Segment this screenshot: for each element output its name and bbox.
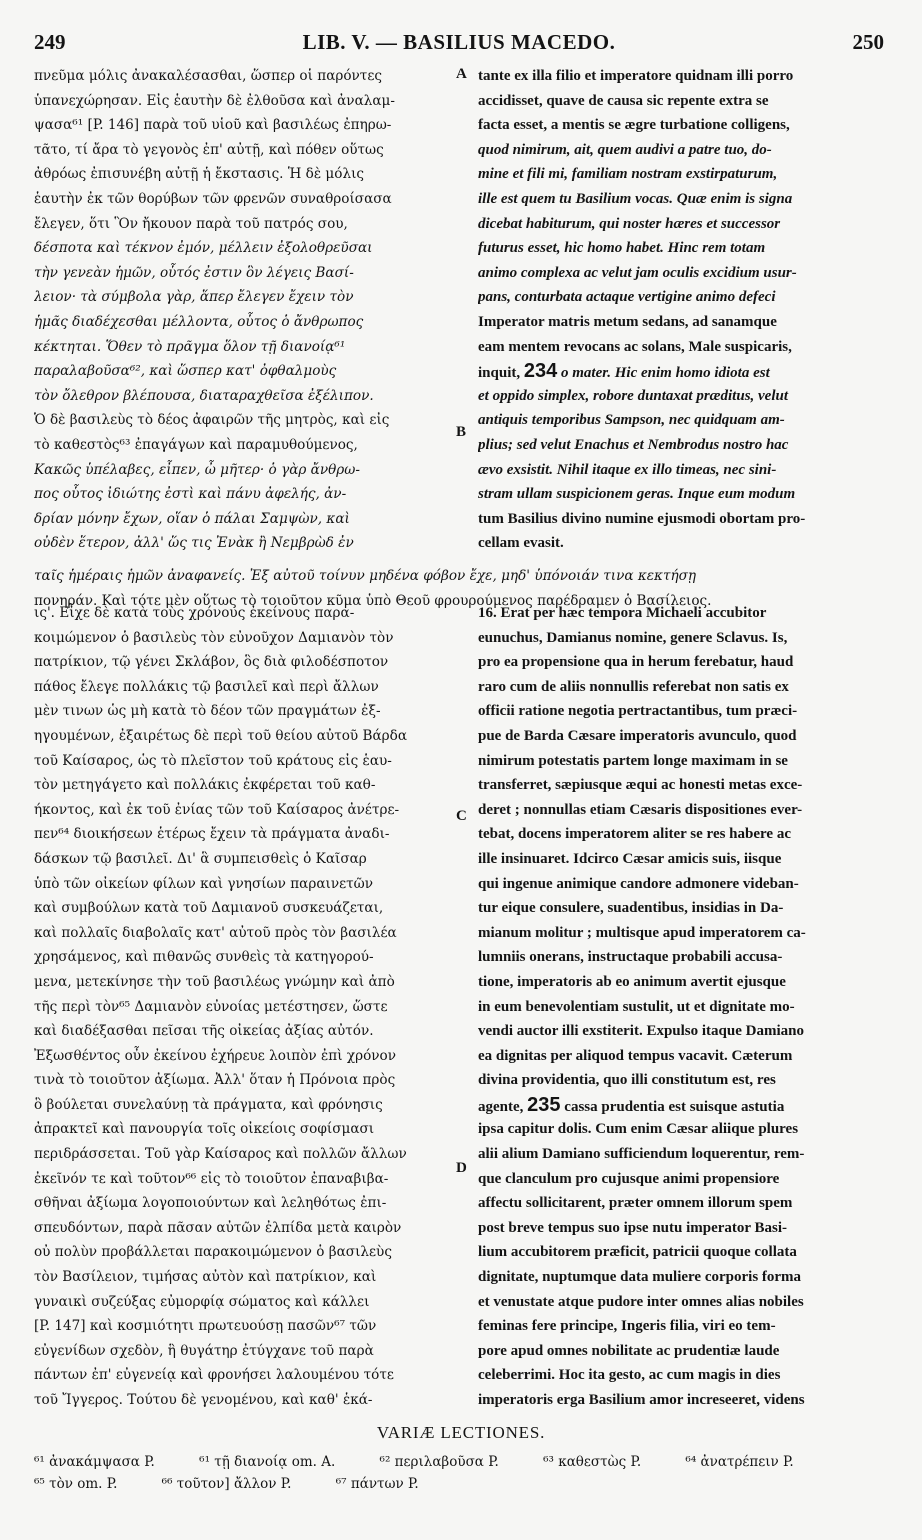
text-line: pro ea propensione qua in herum ferebatur, haud — [478, 654, 794, 671]
text-line: raro cum de aliis nonnullis referebat non satis ex — [478, 678, 789, 695]
text-line: et oppido simplex, robore duntaxat præditus, velut — [478, 387, 789, 404]
text-line: τὸν ὄλεθρον βλέπουσα, διαταραχθεῖσα ἐξέλιπον. — [34, 387, 374, 404]
text-line: δάσκων τῷ βασιλεῖ. Δι' ἃ συμπεισθεὶς ὁ Καῖσαρ — [34, 850, 367, 867]
text-line: post breve tempus suo ipse nutu imperator Basi- — [478, 1219, 788, 1236]
variant-note: ⁶¹ τῇ διανοίᾳ om. A. — [199, 1454, 336, 1470]
text-line: tante ex illa filio et imperatore quidnam illi porro — [478, 68, 794, 84]
text-line: Imperator matris metum sedans, ad sanamque — [478, 313, 777, 330]
text-line: cellam evasit. — [478, 535, 564, 552]
text-line: τᾶτο, τί ἄρα τὸ γεγονὸς ἐπ' αὐτῇ, καὶ πόθεν οὕτως — [34, 141, 384, 158]
text-line: accidisset, quave de causa sic repente extra se — [478, 92, 769, 109]
latin-column-1 — [478, 64, 888, 556]
text-line: dicebat habiturum, qui noster hæres et successor — [478, 215, 781, 232]
variant-note: ⁶⁶ τοῦτον] ἄλλον P. — [161, 1476, 292, 1492]
greek-column-1 — [34, 64, 454, 556]
text-line: tebat, docens imperatorem aliter se res habere ac — [478, 826, 791, 843]
text-line: facta esset, a mentis se ægre turbatione colligens, — [478, 117, 790, 134]
text-line: κοιμώμενον ὁ βασιλεὺς τὸν εὐνοῦχον Δαμιανὸν τὸν — [34, 629, 394, 646]
text-line: officii ratione negotia pertractantibus, tum præci- — [478, 703, 798, 720]
text-line: celeberrimi. Hoc ita gesto, ac cum magis in dies — [478, 1367, 781, 1384]
text-line: περιδράσσεται. Τοῦ γὰρ Καίσαρος καὶ πολλῶν ἄλλων — [34, 1146, 407, 1163]
text-line: παραλαβοῦσα⁶², καὶ ὥσπερ κατ' ὀφθαλμοὺς — [34, 363, 337, 380]
text-line: ὃ βούλεται συνελαύνῃ τὰ πράγματα, καὶ φρόνησις — [34, 1096, 383, 1113]
text-line: eunuchus, Damianus nomine, genere Sclavus. Is, — [478, 629, 788, 646]
text-line: ille insinuaret. Idcirco Cæsar amicis suis, iisque — [478, 850, 782, 867]
running-title: LIB. V. — BASILIUS MACEDO. — [302, 30, 616, 54]
text-line: καὶ διαδέξασθαι πεῖσαι τῆς οἰκείας ἀξίας αὐτόν. — [34, 1023, 374, 1040]
text-line: λειον· τὰ σύμβολα γὰρ, ἅπερ ἔλεγεν ἔχειν τὸν — [34, 289, 354, 306]
margin-marker-c: C — [456, 808, 467, 824]
margin-marker-a: A — [456, 66, 467, 82]
text-line: pue de Barda Cæsare imperatoris avunculo, quod — [478, 727, 797, 744]
text-line: que clanculum pro cujusque animi propensiore — [478, 1170, 780, 1187]
text-line: πάντων ἐπ' εὐγενείᾳ καὶ φρονήσει λαλουμένου τότε — [34, 1367, 394, 1384]
text-line: eam mentem revocans ac solans, Male suspicaris, — [478, 338, 792, 355]
text-line: ille est quem tu Basilium vocas. Quæ enim is signa — [478, 190, 793, 207]
text-line: οὐδὲν ἕτερον, ἀλλ' ὥς τις Ἐνὰκ ἢ Νεμβρὼδ ἐν — [34, 535, 354, 552]
page-header — [34, 30, 884, 60]
text-line: τινὰ τὸ τοιοῦτον ἀξίωμα. Ἀλλ' ὅταν ἡ Πρόνοια πρὸς — [34, 1072, 396, 1089]
text-line: τοῦ Καίσαρος, ὡς τὸ πλεῖστον τοῦ κράτους εἰς ἑαυ- — [34, 752, 392, 769]
text-line: οὐ πολὺν προβάλλεται παρακοιμώμενον ὁ βασιλεὺς — [34, 1244, 392, 1261]
text-line: 16. Erat per hæc tempora Michaeli accubitor — [478, 605, 767, 621]
text-line: ἀπρακτεῖ καὶ πανουργία τοῖς οἰκείοις σοφίσμασι — [34, 1121, 375, 1138]
text-line: Κακῶς ὑπέλαβες, εἶπεν, ὦ μῆτερ· ὁ γὰρ ἄνθρω- — [34, 461, 360, 478]
text-line: καὶ συμβούλων κατὰ τοῦ Δαμιανοῦ συσκευάζεται, — [34, 900, 384, 917]
text-fragment: cassa prudentia est suisque astutia — [564, 1098, 785, 1115]
text-line: deret ; nonnullas etiam Cæsaris dispositiones ever- — [478, 801, 803, 818]
text-line: τὴν γενεὰν ἡμῶν, οὗτός ἐστιν ὃν λέγεις Βασί- — [34, 264, 354, 281]
text-line: alii alium Damiano sufficiendum loquerentur, rem- — [478, 1146, 805, 1163]
text-line: τὸ καθεστὸς⁶³ ἐπαγάγων καὶ παραμυθούμενος, — [34, 436, 358, 453]
text-line: quod nimirum, ait, quem audivi a patre tuo, do- — [478, 141, 772, 158]
text-line: stram ullam suspicionem geras. Inque eum modum — [478, 486, 796, 503]
text-line: tum Basilius divino numine ejusmodi obortam pro- — [478, 510, 806, 527]
variae-lectiones-line-2 — [34, 1476, 894, 1492]
text-line: [P. 147] καὶ κοσμιότητι πρωτευούσῃ πασῶν⁶⁷ τῶν — [34, 1318, 377, 1335]
text-line: lium accubitorem præficit, patricii quoque collata — [478, 1244, 797, 1261]
variant-note: ⁶⁷ πάντων P. — [335, 1476, 419, 1492]
text-line: pans, conturbata actaque vertigine animo defeci — [478, 289, 776, 306]
column-number: 234 — [523, 360, 558, 383]
text-line: πος οὗτος ἰδιώτης ἐστὶ καὶ πάνυ ἀφελής, ἀν- — [34, 486, 347, 503]
variant-note: ⁶⁴ ἀνατρέπειν P. — [685, 1454, 794, 1470]
text-line: et venustate atque pudore inter omnes alias nobiles — [478, 1293, 804, 1310]
text-line: ævo exsistit. Nihil itaque ex illo timeas, nec sini- — [478, 461, 777, 478]
page-number-left: 249 — [34, 30, 66, 54]
text-line: τοῦ Ἴγγερος. Τούτου δὲ γενομένου, καὶ καθ' ἑκά- — [34, 1392, 373, 1408]
text-line: πονηράν. Καὶ τότε μὲν οὕτως τὸ τοιοῦτον κῦμα ὑπὸ Θεοῦ φρουρούμενος παρέδραμεν ὁ Βασίλειος. — [34, 592, 712, 609]
margin-marker-d: D — [456, 1160, 467, 1176]
greek-column-2 — [34, 601, 454, 1413]
text-line: pore apud omnes nobilitate ac prudentiæ laude — [478, 1342, 780, 1359]
text-line: affectu sollicitarent, præter omnem illorum spem — [478, 1195, 793, 1212]
variant-note: ⁶⁵ τὸν om. P. — [34, 1476, 118, 1492]
text-line: vendi auctor illi exstiterit. Expulso itaque Damiano — [478, 1023, 804, 1040]
text-line: σπευδόντων, παρὰ πᾶσαν αὐτῶν ἐλπίδα μετὰ καιρὸν — [34, 1219, 402, 1236]
text-line: ἡμᾶς διαδέχεσθαι μέλλοντα, οὗτος ὁ ἄνθρωπος — [34, 313, 364, 330]
text-line: in eum benevolentiam sustulit, ut et dignitate mo- — [478, 998, 795, 1015]
latin-column-2 — [478, 601, 888, 1413]
text-line: τὸν Βασίλειον, τιμήσας αὐτὸν καὶ πατρίκιον, καὶ — [34, 1269, 377, 1286]
text-line: πεν⁶⁴ διοικήσεων ἑτέρως ἔχειν τὰ πράγματα ἀναδι- — [34, 826, 390, 843]
text-line: χρησάμενος, καὶ πιθανῶς συνθεὶς τὰ κατηγορού- — [34, 949, 374, 966]
text-line: antiquis temporibus Sampson, nec quidquam am- — [478, 412, 785, 429]
text-line: ἔλεγεν, ὅτι Ὃν ἤκουον παρὰ τοῦ πατρός σου, — [34, 215, 348, 232]
text-line: imperatoris erga Basilium amor increseeret, videns — [478, 1392, 805, 1408]
text-line: ψασα⁶¹ [P. 146] παρὰ τοῦ υἱοῦ καὶ βασιλέως ἐπηρω- — [34, 117, 392, 134]
text-fragment: inquit, — [478, 365, 521, 382]
text-line: πάθος ἔλεγε πολλάκις τῷ βασιλεῖ καὶ περὶ ἄλλων — [34, 678, 379, 695]
text-line: dignitate, nuptumque data muliere corporis forma — [478, 1269, 802, 1286]
text-line: lumniis onerans, instructaque probabili accusa- — [478, 949, 783, 966]
text-line: plius; sed velut Enachus et Nembrodus nostro hac — [478, 436, 789, 453]
text-line: πατρίκιον, τῷ γένει Σκλάβον, ὃς διὰ φιλοδέσποτον — [34, 654, 389, 671]
page-number-right: 250 — [852, 30, 884, 54]
text-line: animo complexa ac velut jam oculis excidium usur- — [478, 264, 797, 281]
text-line: mianum molitur ; multisque apud imperatorem ca- — [478, 924, 806, 941]
text-line: tione, imperatoris ab eo animum avertit ejusque — [478, 973, 786, 990]
variant-note: ⁶³ καθεστὼς P. — [543, 1454, 642, 1470]
margin-marker-b: B — [456, 424, 467, 440]
text-line: μὲν τινων ὡς μὴ κατὰ τὸ δέον τῶν πραγμάτων ἐξ- — [34, 703, 381, 720]
text-line: mine et fili mi, familiam nostram exstirpaturum, — [478, 166, 778, 183]
text-line: qui ingenue animique candore admonere videban- — [478, 875, 799, 892]
text-line: ηγουμένων, ἐξαιρέτως δὲ περὶ τοῦ θείου αὐτοῦ Βάρδα — [34, 727, 408, 744]
variae-lectiones-title: VARIÆ LECTIONES. — [376, 1423, 546, 1442]
text-line: τὸν μετηγάγετο καὶ πολλάκις ἐκφέρεται τοῦ καθ- — [34, 777, 376, 794]
text-line: ις'. Εἶχε δὲ κατὰ τοὺς χρόνους ἐκείνους παρα- — [34, 605, 355, 621]
text-line: καὶ πολλαῖς διαβολαῖς κατ' αὐτοῦ πρὸς τὸν βασιλέα — [34, 924, 397, 941]
text-line: εὐγενίδων σχεδὸν, ἣ θυγάτηρ ἐτύγχανε τοῦ παρὰ — [34, 1342, 374, 1359]
text-line: ὑπὸ τῶν οἰκείων φίλων καὶ γνησίων παραινετῶν — [34, 875, 374, 892]
text-line: ἀθρόως ἐπισυνέβη αὐτῇ ἡ ἔκστασις. Ἡ δὲ μόλις — [34, 166, 365, 183]
text-line: ταῖς ἡμέραις ἡμῶν ἀναφανείς. Ἐξ αὐτοῦ τοίνυν μηδένα φόβον ἔχε, μηδ' ὑπόνοιάν τινα κεκτήσῃ — [34, 568, 697, 584]
text-line: σθῆναι ἀξίωμα λογοποιούντων καὶ λεληθότως ἐπι- — [34, 1195, 387, 1212]
variant-note: ⁶¹ ἀνακάμψασα P. — [34, 1454, 155, 1470]
text-line: ὑπανεχώρησαν. Εἰς ἑαυτὴν δὲ ἐλθοῦσα καὶ ἀναλαμ- — [34, 92, 395, 109]
text-line: ea dignitas per aliquod tempus vacavit. Cæterum — [478, 1047, 793, 1064]
text-line: ἑαυτὴν ἐκ τῶν θορύβων τῶν φρενῶν συναθροίσασα — [34, 190, 392, 207]
text-line: δέσποτα καὶ τέκνον ἐμόν, μέλλειν ἐξολοθρεῦσαι — [34, 240, 373, 257]
text-line: nimirum potestatis partem longe maximam in se — [478, 752, 788, 769]
text-line: feminas fere principe, Ingeris filia, viri eo tem- — [478, 1318, 776, 1335]
text-line: ήκοντος, καὶ ἐκ τοῦ ἐνίας τῶν τοῦ Καίσαρος ἀνέτρε- — [34, 801, 400, 818]
text-line: τῆς περὶ τὸν⁶⁵ Δαμιανὸν εὐνοίας μετέστησεν, ὥστε — [34, 998, 388, 1015]
text-fragment: o mater. Hic enim homo idiota est — [560, 365, 770, 382]
text-line: tur eique consulere, suadentibus, insidias in Da- — [478, 900, 784, 917]
text-line: μενα, μετεκίνησε τὴν τοῦ βασιλέως γνώμην καὶ ἀπὸ — [34, 973, 395, 990]
variant-note: ⁶² περιλαβοῦσα P. — [379, 1454, 499, 1470]
column-number: 235 — [527, 1093, 561, 1116]
text-line: transferret, sæpiusque æqui ac honesti metas exce- — [478, 777, 803, 794]
text-line: Ἐξωσθέντος οὖν ἐκείνου ἐχήρευε λοιπὸν ἐπὶ χρόνον — [34, 1047, 396, 1064]
text-line: γυναικὶ συζεύξας εὐμορφίᾳ σώματος καὶ κάλλει — [34, 1293, 370, 1310]
text-line: ipsa capitur dolis. Cum enim Cæsar aliique plures — [478, 1121, 799, 1138]
text-line — [478, 359, 888, 384]
text-line: futurus esset, hic homo habet. Hinc rem totam — [478, 240, 766, 257]
variae-lectiones-line-1 — [34, 1454, 894, 1470]
text-line: πνεῦμα μόλις ἀνακαλέσασθαι, ὥσπερ οἱ παρόντες — [34, 68, 382, 84]
text-line: κέκτηται. Ὅθεν τὸ πρᾶγμα ὅλον τῇ διανοίᾳ⁶¹ — [34, 338, 346, 355]
text-line: δρίαν μόνην ἔχων, οἵαν ὁ πάλαι Σαμψὼν, καὶ — [34, 510, 350, 527]
text-line: Ὁ δὲ βασιλεὺς τὸ δέος ἀφαιρῶν τῆς μητρὸς, καὶ εἰς — [34, 412, 390, 429]
text-line: ἐκεῖνόν τε καὶ τοῦτον⁶⁶ εἰς τὸ τοιοῦτον ἐπαναβιβα- — [34, 1170, 389, 1187]
text-line: divina providentia, quo illi constitutum est, res — [478, 1072, 776, 1089]
text-line — [478, 1093, 888, 1118]
text-fragment: agente, — [478, 1098, 524, 1115]
